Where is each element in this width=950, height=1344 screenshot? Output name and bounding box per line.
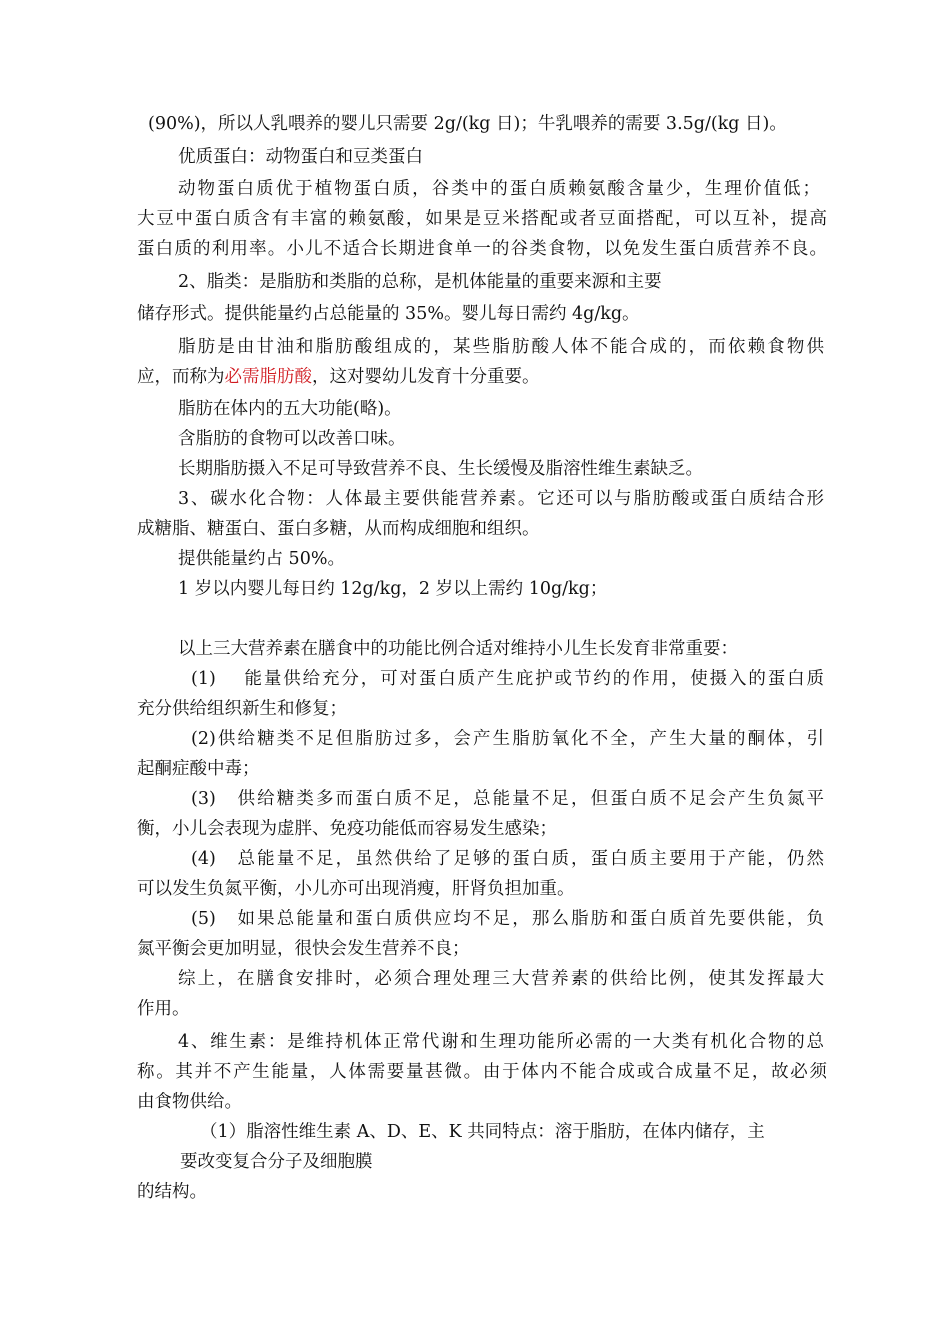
text-line: 衡，小儿会表现为虚胖、免疫功能低而容易发生感染； (137, 819, 557, 839)
text-line: 综上，在膳食安排时，必须合理处理三大营养素的供给比例，使其发挥最大 (178, 969, 824, 989)
text-span: ，这对婴幼儿发育十分重要。 (312, 367, 540, 387)
list-item: (3) 供给糖类多而蛋白质不足，总能量不足，但蛋白质不足会产生负氮平 (191, 789, 824, 809)
text-line: 由食物供给。 (137, 1092, 242, 1112)
text-line: 长期脂肪摄入不足可导致营养不良、生长缓慢及脂溶性维生素缺乏。 (178, 459, 703, 479)
text-line: 脂肪在体内的五大功能(略)。 (178, 399, 402, 419)
text-line: 1 岁以内婴儿每日约 12g/kg，2 岁以上需约 10g/kg； (178, 579, 608, 599)
text-line: 蛋白质的利用率。小儿不适合长期进食单一的谷类食物，以免发生蛋白质营养不良。 (137, 239, 827, 259)
text-line: 以上三大营养素在膳食中的功能比例合适对维持小儿生长发育非常重要： (178, 639, 738, 659)
text-line: 优质蛋白：动物蛋白和豆类蛋白 (178, 147, 423, 167)
text-span: 应，而称为 (137, 367, 225, 387)
highlighted-term: 必需脂肪酸 (224, 367, 312, 387)
section-heading: 4、维生素：是维持机体正常代谢和生理功能所必需的一大类有机化合物的总 (178, 1032, 824, 1052)
text-line: 脂肪是由甘油和脂肪酸组成的，某些脂肪酸人体不能合成的，而依赖食物供 (178, 337, 824, 357)
list-item: (1) 能量供给充分，可对蛋白质产生庇护或节约的作用，使摄入的蛋白质 (191, 669, 824, 689)
list-item: (5) 如果总能量和蛋白质供应均不足，那么脂肪和蛋白质首先要供能，负 (191, 909, 824, 929)
text-line: 储存形式。提供能量约占总能量的 35%。婴儿每日需约 4g/kg。 (137, 304, 640, 324)
text-line: 大豆中蛋白质含有丰富的赖氨酸，如果是豆米搭配或者豆面搭配，可以互补，提高 (137, 209, 827, 229)
text-line: 动物蛋白质优于植物蛋白质，谷类中的蛋白质赖氨酸含量少，生理价值低； (178, 179, 820, 199)
section-heading: 3、碳水化合物：人体最主要供能营养素。它还可以与脂肪酸或蛋白质结合形 (178, 489, 824, 509)
list-item: (2)供给糖类不足但脂肪过多，会产生脂肪氧化不全，产生大量的酮体，引 (191, 729, 824, 749)
text-line: 氮平衡会更加明显，很快会发生营养不良； (137, 939, 470, 959)
text-line: 要改变复合分子及细胞膜 (180, 1152, 373, 1172)
text-line: 含脂肪的食物可以改善口味。 (178, 429, 406, 449)
text-line: 可以发生负氮平衡，小儿亦可出现消瘦，肝肾负担加重。 (137, 879, 575, 899)
text-line: 作用。 (137, 999, 190, 1019)
text-line: (90%)，所以人乳喂养的婴儿只需要 2g/(kg 日)；牛乳喂养的需要 3.5g/(kg 日)。 (148, 114, 787, 134)
text-line: 称。其并不产生能量，人体需要量甚微。由于体内不能合成或合成量不足，故必须 (137, 1062, 827, 1082)
list-item: (4) 总能量不足，虽然供给了足够的蛋白质，蛋白质主要用于产能，仍然 (191, 849, 824, 869)
text-line: 的结构。 (137, 1182, 207, 1202)
text-line: 起酮症酸中毒； (137, 759, 260, 779)
list-item: （1）脂溶性维生素 A、D、E、K 共同特点：溶于脂肪，在体内储存，主 (200, 1122, 765, 1142)
section-heading: 2、脂类：是脂肪和类脂的总称，是机体能量的重要来源和主要 (178, 272, 662, 292)
text-line: 提供能量约占 50%。 (178, 549, 345, 569)
text-line: 成糖脂、糖蛋白、蛋白多糖，从而构成细胞和组织。 (137, 519, 540, 539)
text-line: 充分供给组织新生和修复； (137, 699, 347, 719)
text-line (137, 366, 827, 388)
